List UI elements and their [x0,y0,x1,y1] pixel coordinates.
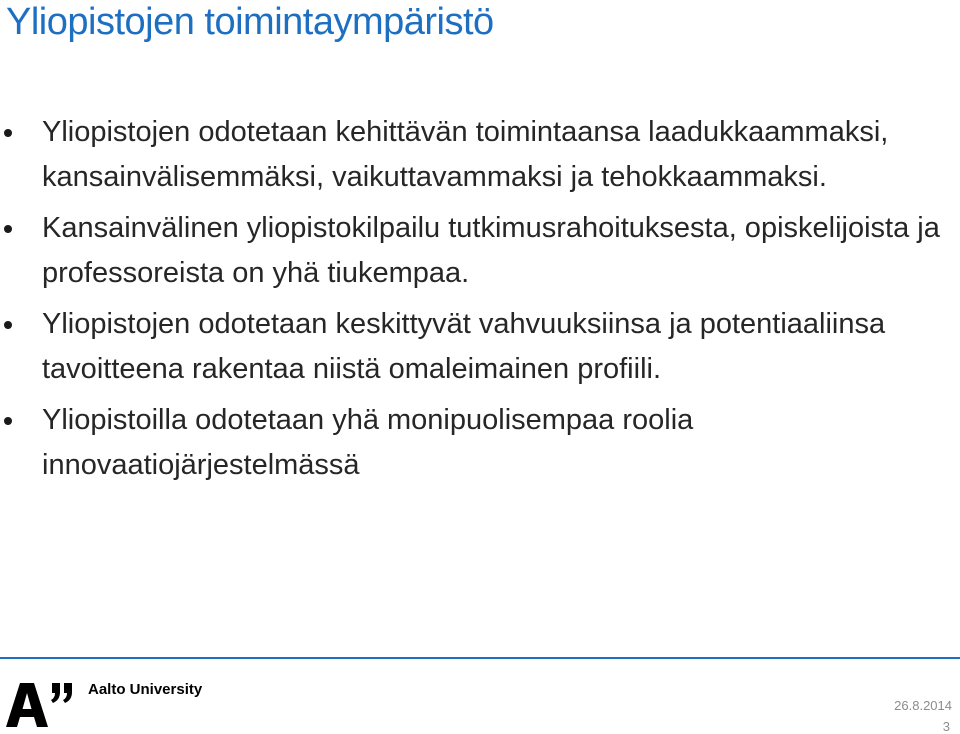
bullet-dot-icon [4,225,12,233]
bullet-list [0,110,940,494]
slide-title: Yliopistojen toimintaympäristö [6,1,494,43]
bullet-text: Yliopistojen odotetaan keskittyvät vahvuuksiinsa ja potentiaaliinsa tavoitteena rakentaa niistä omaleimainen profiili. [42,308,886,385]
organization-name: Aalto University [88,681,203,698]
bullet-item [0,110,940,200]
bullet-item [0,206,940,296]
slide-number: 3 [942,719,950,734]
bullet-dot-icon [4,129,12,137]
bullet-text: Kansainvälinen yliopistokilpailu tutkimusrahoituksesta, opiskelijoista ja professoreista on yhä tiukempaa. [42,212,940,289]
bullet-item [0,398,940,488]
aalto-logo-icon [6,681,76,727]
bullet-text: Yliopistojen odotetaan kehittävän toimintaansa laadukkaammaksi, kansainvälisemmäksi, vaikuttavammaksi ja tehokkaammaksi. [42,116,889,193]
bullet-item [0,302,940,392]
bullet-text: Yliopistoilla odotetaan yhä monipuolisempaa roolia innovaatiojärjestelmässä [42,404,694,481]
slide-date: 26.8.2014 [894,698,952,713]
footer-divider [0,657,960,659]
bullet-dot-icon [4,321,12,329]
bullet-dot-icon [4,417,12,425]
